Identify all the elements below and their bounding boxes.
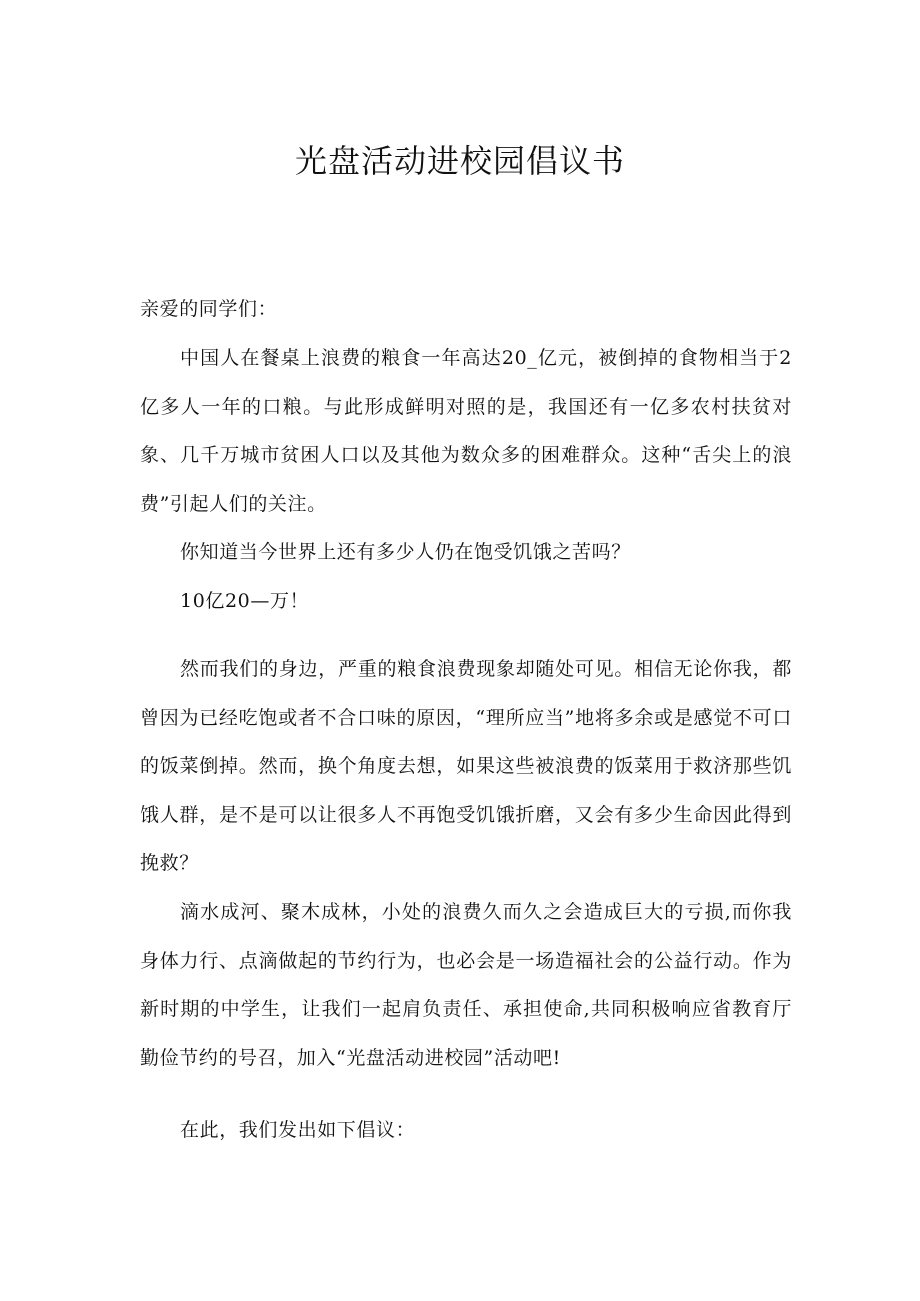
document-title: 光盘活动进校园倡议书	[294, 142, 625, 180]
paragraph-call-to-action: 滴水成河、聚木成林，小处的浪费久而久之会造成巨大的亏损,而你我身体力行、点滴做起的节约行为，也必会是一场造福社会的公益行动。作为新时期的中学生，让我们一起肩负责任、承担使命,共同积极响应省教育厅勤俭节约的号召，加入“光盘活动进校园”活动吧!	[140, 901, 792, 1069]
paragraph-waste-around-us: 然而我们的身边，严重的粮食浪费现象却随处可见。相信无论你我，都曾因为已经吃饱或者不合口味的原因，“理所应当”地将多余或是感觉不可口的饭菜倒掉。然而，换个角度去想，如果这些被浪费的饭菜用于救济那些饥饿人群，是不是可以让很多人不再饱受饥饿折磨，又会有多少生命因此得到挽救？	[140, 658, 792, 874]
paragraph-waste-statistics: 中国人在餐桌上浪费的粮食一年高达20_亿元，被倒掉的食物相当于2亿多人一年的口粮。与此形成鲜明对照的是，我国还有一亿多农村扶贫对象、几千万城市贫困人口以及其他为数众多的困难群众。这种“舌尖上的浪费”引起人们的关注。	[140, 347, 792, 515]
paragraph-hunger-question: 你知道当今世界上还有多少人仍在饱受饥饿之苦吗？	[180, 541, 631, 563]
paragraph-proposal-intro: 在此，我们发出如下倡议：	[180, 1119, 416, 1141]
paragraph-hunger-figure: 10亿20—万！	[180, 590, 310, 612]
salutation: 亲爱的同学们：	[140, 298, 278, 320]
